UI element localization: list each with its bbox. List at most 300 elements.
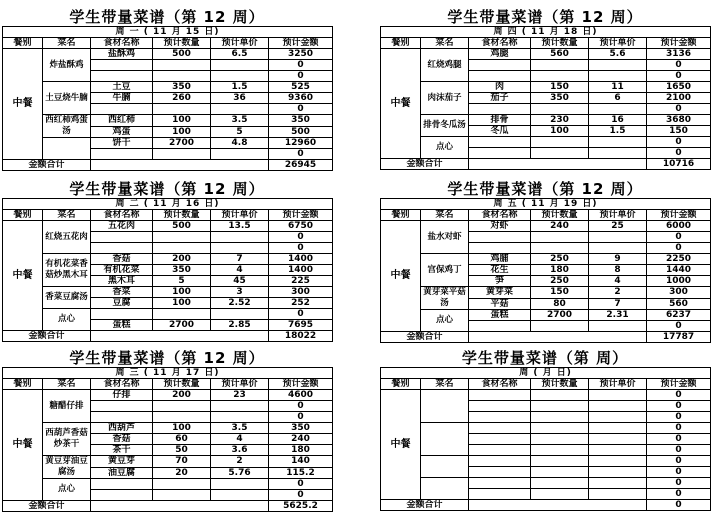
unit-price-cell: 36 <box>211 93 269 104</box>
amount-cell: 3136 <box>647 49 711 60</box>
ingredient-cell: 鸡腿 <box>469 49 531 60</box>
column-header: 预计金额 <box>269 379 333 390</box>
menu-title: 学生带量菜谱（第 周） <box>461 349 629 367</box>
menu-table <box>2 198 333 342</box>
column-header: 预计单价 <box>589 210 647 221</box>
unit-price-cell: 1.5 <box>211 82 269 93</box>
quantity-cell: 500 <box>153 49 211 60</box>
table-row <box>3 82 333 93</box>
amount-cell: 0 <box>647 412 711 423</box>
amount-cell: 0 <box>647 232 711 243</box>
table-row <box>381 423 711 434</box>
dish-name-cell: 红烧鸡腿 <box>421 49 469 82</box>
column-header: 预计单价 <box>589 38 647 49</box>
amount-cell: 0 <box>647 434 711 445</box>
amount-cell: 0 <box>269 149 333 160</box>
quantity-cell <box>153 479 211 490</box>
total-row <box>381 332 711 343</box>
date-row <box>381 27 711 38</box>
table-row <box>3 221 333 232</box>
column-header: 食材名称 <box>469 379 531 390</box>
ingredient-cell <box>469 412 531 423</box>
unit-price-cell <box>211 60 269 71</box>
amount-cell: 0 <box>269 490 333 501</box>
unit-price-cell: 3.5 <box>211 423 269 434</box>
amount-cell: 1000 <box>647 276 711 287</box>
header-row <box>381 379 711 390</box>
amount-cell: 6000 <box>647 221 711 232</box>
ingredient-cell <box>91 401 153 412</box>
ingredient-cell <box>469 232 531 243</box>
unit-price-cell: 5.76 <box>211 467 269 479</box>
total-spacer <box>91 501 269 512</box>
ingredient-cell <box>469 434 531 445</box>
ingredient-cell: 花生 <box>469 265 531 276</box>
amount-cell: 500 <box>269 126 333 138</box>
amount-cell: 0 <box>647 467 711 478</box>
amount-cell: 0 <box>647 321 711 332</box>
quantity-cell <box>531 489 589 500</box>
quantity-cell <box>153 60 211 71</box>
column-header: 食材名称 <box>91 38 153 49</box>
amount-cell: 0 <box>269 60 333 71</box>
quantity-cell <box>153 71 211 82</box>
unit-price-cell <box>211 243 269 254</box>
column-header: 预计单价 <box>589 379 647 390</box>
amount-cell: 4600 <box>269 390 333 401</box>
unit-price-cell: 6.5 <box>211 49 269 60</box>
dish-name-cell <box>421 456 469 478</box>
dish-name-cell: 宫保鸡丁 <box>421 254 469 287</box>
dish-name-cell: 肉沫茄子 <box>421 82 469 115</box>
unit-price-cell: 25 <box>589 221 647 232</box>
ingredient-cell: 蛋糕 <box>91 320 153 331</box>
ingredient-cell: 排骨 <box>469 115 531 126</box>
quantity-cell: 350 <box>153 265 211 276</box>
column-header: 食材名称 <box>91 379 153 390</box>
table-row <box>3 287 333 298</box>
menu-card-mon <box>2 8 332 171</box>
amount-cell: 560 <box>647 298 711 310</box>
total-amount: 18022 <box>269 331 333 342</box>
quantity-cell <box>153 401 211 412</box>
ingredient-cell <box>91 104 153 115</box>
ingredient-cell <box>91 412 153 423</box>
unit-price-cell <box>589 467 647 478</box>
unit-price-cell <box>589 243 647 254</box>
ingredient-cell: 黄芽菜 <box>469 287 531 299</box>
unit-price-cell <box>589 60 647 71</box>
quantity-cell: 260 <box>153 93 211 104</box>
column-header: 菜名 <box>421 38 469 49</box>
total-label: 金额合计 <box>3 501 91 512</box>
total-spacer <box>469 332 647 343</box>
amount-cell: 150 <box>647 126 711 137</box>
column-header: 食材名称 <box>469 38 531 49</box>
amount-cell: 1400 <box>269 265 333 276</box>
quantity-cell: 100 <box>153 126 211 138</box>
date-row <box>3 199 333 210</box>
unit-price-cell <box>589 401 647 412</box>
amount-cell: 0 <box>269 232 333 243</box>
total-label: 金额合计 <box>381 159 469 170</box>
meal-cell: 中餐 <box>3 49 43 160</box>
ingredient-cell: 西葫芦 <box>91 423 153 434</box>
unit-price-cell: 4.8 <box>211 138 269 149</box>
column-header: 预计单价 <box>211 38 269 49</box>
table-row <box>3 479 333 490</box>
amount-cell: 1400 <box>269 254 333 265</box>
table-row <box>381 254 711 265</box>
amount-cell: 225 <box>269 276 333 287</box>
quantity-cell: 100 <box>153 298 211 309</box>
unit-price-cell <box>211 490 269 501</box>
quantity-cell: 180 <box>531 265 589 276</box>
total-amount: 17787 <box>647 332 711 343</box>
amount-cell: 300 <box>647 287 711 299</box>
table-row <box>3 49 333 60</box>
quantity-cell: 60 <box>153 434 211 445</box>
quantity-cell <box>531 467 589 478</box>
menu-card-blank <box>380 349 710 511</box>
quantity-cell: 2700 <box>153 320 211 331</box>
quantity-cell: 250 <box>531 276 589 287</box>
amount-cell: 0 <box>647 137 711 148</box>
amount-cell: 0 <box>647 148 711 159</box>
column-header: 餐别 <box>381 210 421 221</box>
quantity-cell <box>153 232 211 243</box>
column-header: 食材名称 <box>91 210 153 221</box>
unit-price-cell: 2 <box>589 287 647 299</box>
column-header: 预计金额 <box>647 379 711 390</box>
unit-price-cell: 7 <box>589 298 647 310</box>
amount-cell: 3680 <box>647 115 711 126</box>
amount-cell: 0 <box>269 104 333 115</box>
ingredient-cell <box>469 390 531 401</box>
ingredient-cell: 肉 <box>469 82 531 93</box>
amount-cell: 0 <box>647 478 711 489</box>
meal-cell: 中餐 <box>3 390 43 501</box>
column-header: 预计金额 <box>647 210 711 221</box>
quantity-cell <box>531 232 589 243</box>
dish-name-cell <box>421 390 469 423</box>
column-header: 菜名 <box>43 38 91 49</box>
unit-price-cell <box>589 434 647 445</box>
ingredient-cell: 盐酥鸡 <box>91 49 153 60</box>
unit-price-cell <box>589 489 647 500</box>
table-row <box>381 137 711 148</box>
unit-price-cell: 2.31 <box>589 310 647 321</box>
total-row <box>3 501 333 512</box>
amount-cell: 180 <box>269 445 333 456</box>
dish-name-cell: 香菜豆腐汤 <box>43 287 91 309</box>
date-cell: 周 ( 月 日) <box>381 368 711 379</box>
column-header: 预计数量 <box>531 38 589 49</box>
unit-price-cell <box>589 456 647 467</box>
quantity-cell: 50 <box>153 445 211 456</box>
quantity-cell: 20 <box>153 467 211 479</box>
unit-price-cell <box>589 137 647 148</box>
table-row <box>381 287 711 299</box>
meal-cell: 中餐 <box>381 390 421 500</box>
unit-price-cell: 3.5 <box>211 115 269 127</box>
quantity-cell: 250 <box>531 254 589 265</box>
menu-title: 学生带量菜谱（第 12 周） <box>69 349 265 367</box>
ingredient-cell: 仔排 <box>91 390 153 401</box>
ingredient-cell <box>91 479 153 490</box>
unit-price-cell <box>211 71 269 82</box>
total-row <box>3 160 333 171</box>
dish-name-cell: 点心 <box>43 479 91 501</box>
table-row <box>3 309 333 320</box>
date-row <box>381 199 711 210</box>
column-header: 餐别 <box>381 379 421 390</box>
column-header: 菜名 <box>43 379 91 390</box>
column-header: 预计金额 <box>269 38 333 49</box>
unit-price-cell: 8 <box>589 265 647 276</box>
unit-price-cell: 16 <box>589 115 647 126</box>
amount-cell: 3250 <box>269 49 333 60</box>
dish-name-cell: 红烧五花肉 <box>43 221 91 254</box>
unit-price-cell: 1.5 <box>589 126 647 137</box>
unit-price-cell <box>211 401 269 412</box>
amount-cell: 0 <box>647 423 711 434</box>
column-header: 预计数量 <box>153 38 211 49</box>
total-row <box>381 159 711 170</box>
quantity-cell: 500 <box>153 221 211 232</box>
table-row <box>381 49 711 60</box>
ingredient-cell: 油豆腐 <box>91 467 153 479</box>
ingredient-cell <box>91 490 153 501</box>
menu-card-fri <box>380 180 710 343</box>
unit-price-cell <box>589 71 647 82</box>
date-cell: 周 三 ( 11 月 17 日) <box>3 368 333 379</box>
header-row <box>381 38 711 49</box>
quantity-cell: 560 <box>531 49 589 60</box>
dish-name-cell <box>421 478 469 500</box>
column-header: 餐别 <box>3 379 43 390</box>
ingredient-cell: 有机花菜 <box>91 265 153 276</box>
table-row <box>381 221 711 232</box>
column-header: 预计金额 <box>269 210 333 221</box>
dish-name-cell: 点心 <box>421 310 469 332</box>
dish-name-cell <box>43 138 91 160</box>
column-header: 预计金额 <box>647 38 711 49</box>
quantity-cell: 2700 <box>153 138 211 149</box>
quantity-cell <box>531 423 589 434</box>
quantity-cell <box>531 445 589 456</box>
menu-title: 学生带量菜谱（第 12 周） <box>447 180 643 198</box>
unit-price-cell: 2.52 <box>211 298 269 309</box>
quantity-cell <box>531 60 589 71</box>
table-row <box>3 138 333 149</box>
amount-cell: 0 <box>269 401 333 412</box>
meal-cell: 中餐 <box>3 221 43 331</box>
column-header: 预计数量 <box>531 379 589 390</box>
dish-name-cell <box>421 423 469 456</box>
unit-price-cell: 13.5 <box>211 221 269 232</box>
unit-price-cell: 4 <box>589 276 647 287</box>
quantity-cell <box>153 490 211 501</box>
ingredient-cell <box>469 445 531 456</box>
quantity-cell <box>531 243 589 254</box>
menu-title: 学生带量菜谱（第 12 周） <box>69 8 265 26</box>
quantity-cell <box>531 104 589 115</box>
ingredient-cell: 对虾 <box>469 221 531 232</box>
amount-cell: 115.2 <box>269 467 333 479</box>
unit-price-cell <box>211 149 269 160</box>
unit-price-cell <box>211 479 269 490</box>
unit-price-cell: 11 <box>589 82 647 93</box>
ingredient-cell <box>469 401 531 412</box>
column-header: 预计单价 <box>211 379 269 390</box>
amount-cell: 0 <box>647 60 711 71</box>
ingredient-cell: 西红柿 <box>91 115 153 127</box>
ingredient-cell: 茄子 <box>469 93 531 104</box>
ingredient-cell <box>91 149 153 160</box>
ingredient-cell <box>469 60 531 71</box>
menu-card-tue <box>2 180 332 342</box>
quantity-cell: 80 <box>531 298 589 310</box>
table-row <box>3 254 333 265</box>
amount-cell: 7695 <box>269 320 333 331</box>
total-spacer <box>91 331 269 342</box>
ingredient-cell: 豆腐 <box>91 298 153 309</box>
unit-price-cell <box>589 390 647 401</box>
amount-cell: 240 <box>269 434 333 445</box>
ingredient-cell: 蛋糕 <box>469 310 531 321</box>
quantity-cell: 2700 <box>531 310 589 321</box>
column-header: 菜名 <box>43 210 91 221</box>
quantity-cell <box>153 412 211 423</box>
table-row <box>381 456 711 467</box>
table-row <box>381 115 711 126</box>
ingredient-cell <box>91 60 153 71</box>
ingredient-cell <box>469 321 531 332</box>
table-row <box>381 478 711 489</box>
quantity-cell <box>153 104 211 115</box>
quantity-cell <box>153 243 211 254</box>
unit-price-cell <box>211 412 269 423</box>
amount-cell: 0 <box>647 445 711 456</box>
amount-cell: 2100 <box>647 93 711 104</box>
unit-price-cell: 5 <box>211 126 269 138</box>
amount-cell: 1440 <box>647 265 711 276</box>
ingredient-cell: 黑木耳 <box>91 276 153 287</box>
menu-card-thu <box>380 8 710 170</box>
ingredient-cell <box>91 309 153 320</box>
total-row <box>381 500 711 511</box>
menu-table <box>2 26 333 171</box>
quantity-cell <box>531 148 589 159</box>
ingredient-cell <box>469 243 531 254</box>
amount-cell: 2250 <box>647 254 711 265</box>
quantity-cell <box>531 401 589 412</box>
date-cell: 周 一 ( 11 月 15 日) <box>3 27 333 38</box>
date-cell: 周 四 ( 11 月 18 日) <box>381 27 711 38</box>
ingredient-cell: 黄豆芽 <box>91 456 153 468</box>
ingredient-cell <box>91 232 153 243</box>
table-row <box>3 456 333 468</box>
total-amount: 10716 <box>647 159 711 170</box>
quantity-cell: 230 <box>531 115 589 126</box>
amount-cell: 1650 <box>647 82 711 93</box>
amount-cell: 0 <box>647 401 711 412</box>
date-row <box>3 27 333 38</box>
date-row <box>3 368 333 379</box>
column-header: 预计数量 <box>153 210 211 221</box>
ingredient-cell: 茶干 <box>91 445 153 456</box>
unit-price-cell: 2.85 <box>211 320 269 331</box>
total-label: 金额合计 <box>381 332 469 343</box>
menu-table <box>380 198 711 343</box>
menu-table <box>380 367 711 511</box>
unit-price-cell <box>589 232 647 243</box>
ingredient-cell: 香菇 <box>91 434 153 445</box>
unit-price-cell: 6 <box>589 93 647 104</box>
unit-price-cell <box>589 445 647 456</box>
quantity-cell: 200 <box>153 254 211 265</box>
total-label: 金额合计 <box>381 500 469 511</box>
unit-price-cell <box>211 309 269 320</box>
unit-price-cell: 45 <box>211 276 269 287</box>
total-amount: 5625.2 <box>269 501 333 512</box>
dish-name-cell: 点心 <box>43 309 91 331</box>
date-row <box>381 368 711 379</box>
amount-cell: 525 <box>269 82 333 93</box>
ingredient-cell <box>469 71 531 82</box>
amount-cell: 300 <box>269 287 333 298</box>
ingredient-cell: 饼干 <box>91 138 153 149</box>
table-row <box>381 310 711 321</box>
date-cell: 周 二 ( 11 月 16 日) <box>3 199 333 210</box>
unit-price-cell: 7 <box>211 254 269 265</box>
column-header: 菜名 <box>421 379 469 390</box>
amount-cell: 0 <box>647 390 711 401</box>
unit-price-cell: 3.6 <box>211 445 269 456</box>
unit-price-cell <box>211 104 269 115</box>
quantity-cell: 5 <box>153 276 211 287</box>
ingredient-cell <box>91 243 153 254</box>
quantity-cell <box>531 478 589 489</box>
column-header: 餐别 <box>3 210 43 221</box>
amount-cell: 0 <box>647 243 711 254</box>
amount-cell: 0 <box>269 243 333 254</box>
quantity-cell <box>153 309 211 320</box>
ingredient-cell <box>469 137 531 148</box>
ingredient-cell: 香菜 <box>91 287 153 298</box>
ingredient-cell: 土豆 <box>91 82 153 93</box>
total-spacer <box>469 159 647 170</box>
unit-price-cell <box>589 148 647 159</box>
column-header: 餐别 <box>381 38 421 49</box>
total-label: 金额合计 <box>3 331 91 342</box>
amount-cell: 140 <box>269 456 333 468</box>
menu-card-wed <box>2 349 332 512</box>
column-header: 预计数量 <box>153 379 211 390</box>
ingredient-cell: 笋 <box>469 276 531 287</box>
amount-cell: 9360 <box>269 93 333 104</box>
quantity-cell <box>531 434 589 445</box>
dish-name-cell: 排骨冬瓜汤 <box>421 115 469 137</box>
unit-price-cell <box>589 478 647 489</box>
unit-price-cell: 9 <box>589 254 647 265</box>
amount-cell: 0 <box>269 309 333 320</box>
unit-price-cell: 4 <box>211 434 269 445</box>
amount-cell: 350 <box>269 423 333 434</box>
menu-title: 学生带量菜谱（第 12 周） <box>447 8 643 26</box>
total-spacer <box>91 160 269 171</box>
